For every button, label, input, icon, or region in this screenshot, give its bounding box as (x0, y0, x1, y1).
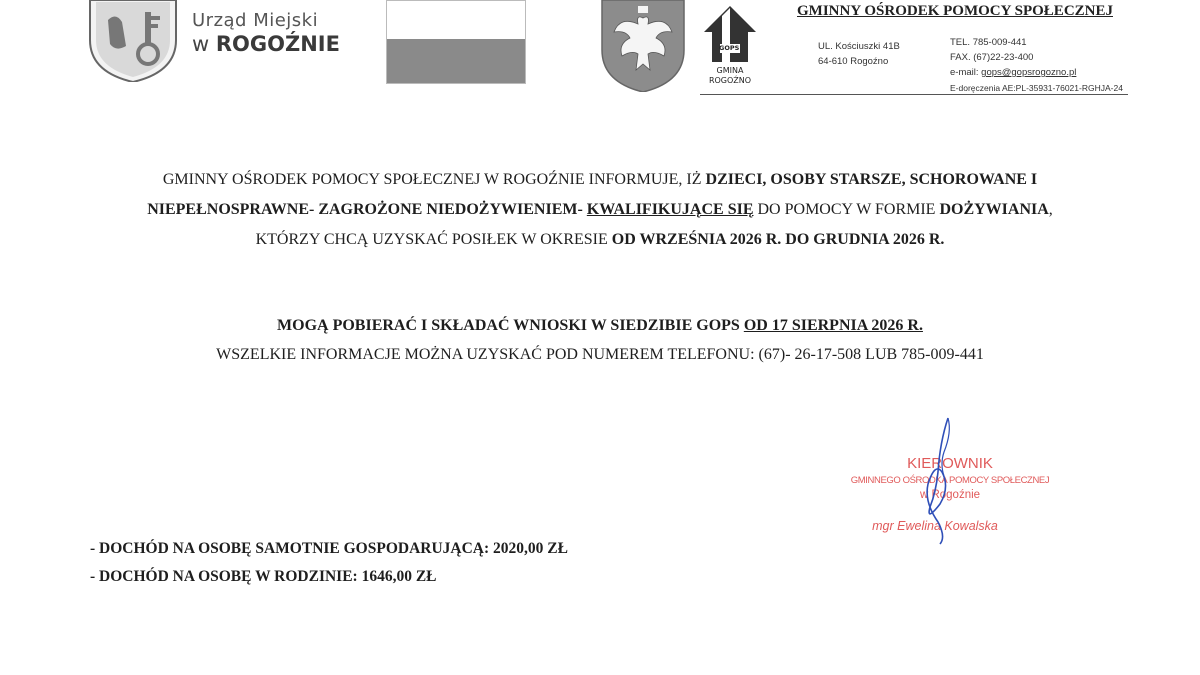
notice-underlined-text: OD 17 SIERPNIA 2026 R. (743, 317, 923, 334)
notice-bold-text: OD WRZEŚNIA 2026 R. DO GRUDNIA 2026 R. (611, 231, 945, 248)
office-name-line2 (192, 32, 340, 56)
notice-text: DO POMOCY W FORMIE (753, 201, 940, 218)
office-name-line1: Urząd Miejski (192, 10, 319, 31)
stamp-name: mgr Ewelina Kowalska (872, 519, 998, 533)
income-family-label: - DOCHÓD NA OSOBĘ W RODZINIE: (90, 568, 362, 585)
address-street: UL. Kościuszki 41B (818, 41, 900, 52)
notice-text: , (1048, 201, 1053, 218)
email-link[interactable]: gops@gopsrogozno.pl (981, 67, 1077, 78)
notice-line-3 (60, 222, 1140, 257)
gops-title: GMINNY OŚRODEK POMOCY SPOŁECZNEJ (797, 3, 1113, 19)
polish-flag-image (386, 0, 526, 84)
notice-bold-text: NIEPEŁNOSPRAWNE- ZAGROŻONE NIEDOŻYWIENIEM- (147, 201, 587, 218)
stamp-city: w Rogoźnie (919, 489, 981, 501)
address-city: 64-610 Rogoźno (818, 56, 889, 67)
town-crest-logo (86, 0, 180, 82)
notice-bold-text: MOGĄ POBIERAĆ I SKŁADAĆ WNIOSKI W SIEDZIBIE GOPS (277, 317, 744, 334)
header-divider (700, 94, 1128, 95)
income-single-label: - DOCHÓD NA OSOBĘ SAMOTNIE GOSPODARUJĄCĄ (90, 540, 484, 557)
gops-logo-sub1: GMINA (716, 66, 744, 75)
income-single-value: : 2020,00 ZŁ (484, 540, 568, 557)
notice-text: GMINNY OŚRODEK POMOCY SPOŁECZNEJ W ROGOŹNIE INFORMUJE, IŻ (162, 171, 706, 188)
notice-bold-text: DZIECI, OSOBY STARSZE, SCHOROWANE I (705, 171, 1038, 188)
stamp-org: GMINNEGO OŚRODKA POMOCY SPOŁECZNEJ (850, 475, 1050, 486)
notice-bold-text: DOŻYWIANIA (939, 201, 1049, 218)
office-name-prefix: w (192, 32, 210, 56)
gops-logo-sub2: ROGOŹNO (708, 76, 752, 85)
income-family-value: 1646,00 ZŁ (361, 568, 437, 585)
gops-logo-text: GOPS (719, 44, 740, 52)
notice-underlined-text: KWALIFIKUJĄCE SIĘ (586, 201, 754, 218)
income-single (90, 540, 568, 558)
national-eagle-emblem (600, 0, 686, 92)
signature-image (900, 412, 970, 552)
email-label: e-mail: (950, 67, 979, 78)
contact-edoreczenia: E-doręczenia AE:PL-35931-76021-RGHJA-24 (950, 83, 1123, 93)
flag-white-stripe (387, 1, 525, 39)
contact-fax: FAX. (67)22-23-400 (950, 52, 1034, 63)
gops-logo (700, 4, 760, 88)
notice-text: KTÓRZY CHCĄ UZYSKAĆ POSIŁEK W OKRESIE (255, 231, 612, 248)
stamp-role: KIEROWNIK (907, 455, 993, 472)
notice-line-5: WSZELKIE INFORMACJE MOŻNA UZYSKAĆ POD NUMEREM TELEFONU: (67)- 26-17-508 LUB 785-009-441 (216, 346, 984, 363)
office-name-city: ROGOŹNIE (215, 32, 340, 56)
contact-tel: TEL. 785-009-441 (950, 37, 1027, 48)
contact-email (950, 67, 1076, 78)
income-family (90, 568, 437, 586)
flag-red-stripe (387, 39, 525, 84)
gops-house-icon (702, 4, 758, 64)
